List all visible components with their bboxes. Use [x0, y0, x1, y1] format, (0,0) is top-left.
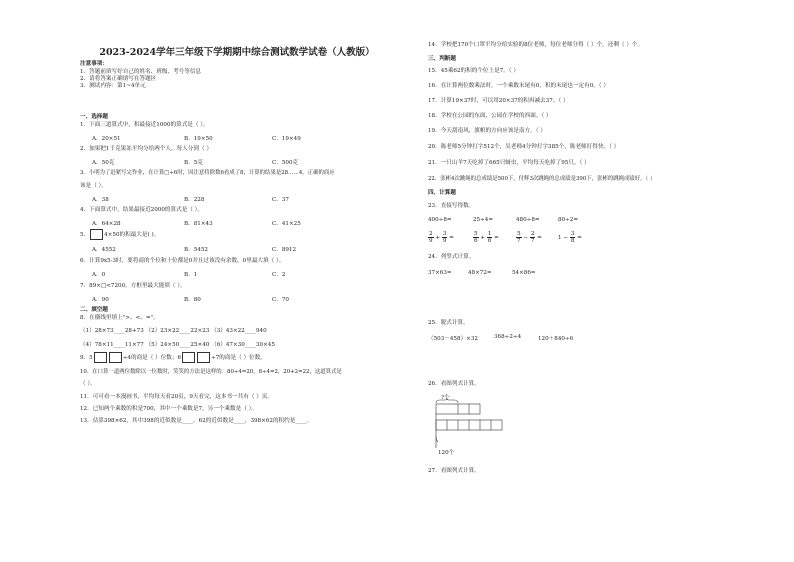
- option-a[interactable]: A．20×51: [92, 136, 121, 142]
- oral-calc-item: 80÷2=: [558, 217, 579, 223]
- question-21: 21．一只山羊7天吃掉了665只蚜虫，平均每天吃掉了95只。（ ）: [428, 160, 590, 166]
- question-15: 15．45乘62的积的个位上是7。（ ）: [428, 68, 520, 74]
- top-quantity-label: ?个: [441, 395, 450, 401]
- question-19: 19．今天刮南风，旗帜的方向应该是南方。（ ）: [428, 128, 546, 134]
- option-a[interactable]: A．0: [92, 272, 106, 278]
- question-10: 10．在口算一道两位数除以一位数时，笑笑的方法是这样的：80÷4=20，8÷4=2，20+2=22，这道算式是: [80, 369, 342, 375]
- top-bar: [436, 404, 480, 414]
- question-27: 27．看图列式计算。: [428, 468, 480, 474]
- stepwise-calc-item: 368÷2÷4: [494, 334, 522, 340]
- option-b[interactable]: B．5452: [184, 247, 208, 253]
- option-a[interactable]: A．90: [92, 297, 109, 303]
- question-25: 25．脱式计算。: [428, 320, 469, 326]
- question-18: 18．学校在公园的东面，公园在学校的西面。（ ）: [428, 113, 552, 119]
- oral-calc-item: 25÷4=: [473, 217, 494, 223]
- question-17: 17．计算19×37时，可以用20×37的积再减去37。（ ）: [428, 98, 569, 104]
- oral-calc-item: 480÷8=: [516, 217, 540, 223]
- question-8-row2: （4）78×11____11×77 （5）24×50____25×40 （6）47×30____30×45: [80, 342, 275, 348]
- section-judge: 三、判断题: [428, 56, 456, 62]
- notes-heading: 注意事项：: [80, 61, 108, 67]
- option-c[interactable]: C．37: [272, 197, 289, 203]
- question-24: 24．列竖式计算。: [428, 254, 475, 260]
- question-14: 14．学校把170个口罩平均分给实验的8位老师，每位老师分得（ ）个，还剩（ ）个。: [428, 42, 644, 48]
- fraction-item: $\frac{5}{6}$ + $\frac{1}{6}$ =: [474, 231, 499, 244]
- question-20: 20．陈老师5分钟打字512个，吴老师4分钟打字385个，陈老师打得快。（ ）: [428, 144, 620, 150]
- question-4: 4．下面算式中，结果最接近2000的算式是（ ）。: [80, 207, 204, 213]
- option-c[interactable]: C．70: [272, 297, 289, 303]
- question-1: 1．下面三道算式中，积最接近1000的算式是（ ）。: [80, 122, 209, 128]
- fraction-item: $\frac{5}{7}$ − $\frac{2}{7}$ =: [517, 231, 542, 244]
- bottom-quantity-label: 120个: [438, 450, 455, 456]
- exam-title: 2023-2024学年三年级下学期期中综合测试数学试卷（人教版）: [99, 47, 375, 58]
- option-b[interactable]: B．81×43: [184, 221, 213, 227]
- question-2: 2．加果把1千克果冻平均分给两个人，每人分到（ ）: [80, 146, 212, 152]
- question-6: 6．计算9x5-3时，要将商的个位和十位都是0并且过该没有余数，0里最大填（ ）。: [80, 258, 285, 264]
- question-26: 26．看图列式计算。: [428, 381, 480, 387]
- question-22: 22．张彬4次跳绳的总成绩是500下，付辉3次跳绳的总成绩是390下，张彬的跳绳成绩好。（ ）: [428, 176, 656, 182]
- section-calc: 四、计算题: [428, 190, 456, 196]
- q26-bar-diagram: [432, 392, 512, 460]
- option-c[interactable]: C．8912: [272, 247, 297, 253]
- section-choice: 一、选择题: [80, 114, 108, 120]
- bottom-bar: [436, 420, 502, 430]
- oral-calc-item: 400÷8=: [428, 217, 452, 223]
- option-c[interactable]: C．19×49: [272, 136, 301, 142]
- option-b[interactable]: B．5克: [184, 160, 203, 166]
- answer-box[interactable]: [109, 352, 122, 363]
- question-9: 9．5 ÷4的商是（ ）位数；6 ÷7的商是（ ）位数。: [80, 352, 266, 364]
- option-b[interactable]: B．1: [184, 272, 198, 278]
- question-8-row1: （1）28×73____28+73 （2）23×22____22×23 （3）43×22____940: [80, 328, 267, 334]
- question-13: 13．估算398×62，其中398的近似数是____，62的近似数是____，398×62的积约是____。: [80, 418, 313, 424]
- question-16: 16．在计算两位数乘法时，一个乘数末尾有0，积的末尾也一定有0。（ ）: [428, 83, 610, 89]
- fraction-item: $\frac{2}{9}$ + $\frac{3}{9}$ =: [429, 231, 454, 244]
- vertical-calc-item: 37×63=: [428, 270, 452, 276]
- note-item: 3．测试内容：第1~4单元: [80, 83, 146, 89]
- note-item: 1．答题前填写好自己的姓名、班级、考号等信息: [80, 69, 202, 75]
- option-b[interactable]: B．80: [184, 297, 201, 303]
- option-b[interactable]: B．19×50: [184, 136, 213, 142]
- answer-box[interactable]: [94, 352, 107, 363]
- vertical-calc-item: 54×86=: [512, 270, 536, 276]
- option-a[interactable]: A．4552: [92, 247, 116, 253]
- question-3-cont: 该是（ ）。: [80, 183, 107, 189]
- question-8: 8．在横线里填上">、<、="。: [80, 315, 159, 321]
- answer-box[interactable]: [182, 352, 195, 363]
- fraction-item: 1 − $\frac{3}{8}$ =: [558, 231, 582, 244]
- question-12: 12．已知两个乘数的积是700，其中一个乘数是7，另一个乘数是（ ）。: [80, 406, 257, 412]
- note-item: 2．请将答案正确填写在答题区: [80, 76, 157, 82]
- option-c[interactable]: C．41×25: [272, 221, 301, 227]
- section-fill: 二、填空题: [80, 307, 108, 313]
- stepwise-calc-item: 120＋840÷6: [538, 336, 574, 342]
- option-a[interactable]: A．50克: [92, 160, 115, 166]
- vertical-calc-item: 48×72=: [468, 270, 492, 276]
- answer-box[interactable]: [90, 229, 103, 240]
- question-7: 7．89×□<7200，方框里最大能填（ ）。: [80, 283, 186, 289]
- question-11: 11．可可看一本漫画书，平均每天看20页，9天看完，这本书一共有（ ）页。: [80, 394, 273, 400]
- stepwise-calc-item: （503－458）×32: [428, 336, 478, 342]
- question-10-cont: （ ）。: [80, 381, 96, 387]
- question-23: 23．直接写得数。: [428, 203, 475, 209]
- option-a[interactable]: A．64×28: [92, 221, 121, 227]
- option-b[interactable]: B．228: [184, 197, 205, 203]
- question-3: 3．小明为了赶紧写完作业，在计算□÷6时，因注意将除数6看成了8，计算的结果是28……4，正确的商应: [80, 170, 335, 176]
- question-5: 5． 4×50的积最大是( )。: [80, 229, 159, 241]
- answer-box[interactable]: [197, 352, 210, 363]
- option-a[interactable]: A．38: [92, 197, 109, 203]
- option-c[interactable]: C．500克: [272, 160, 299, 166]
- option-c[interactable]: C．2: [272, 272, 286, 278]
